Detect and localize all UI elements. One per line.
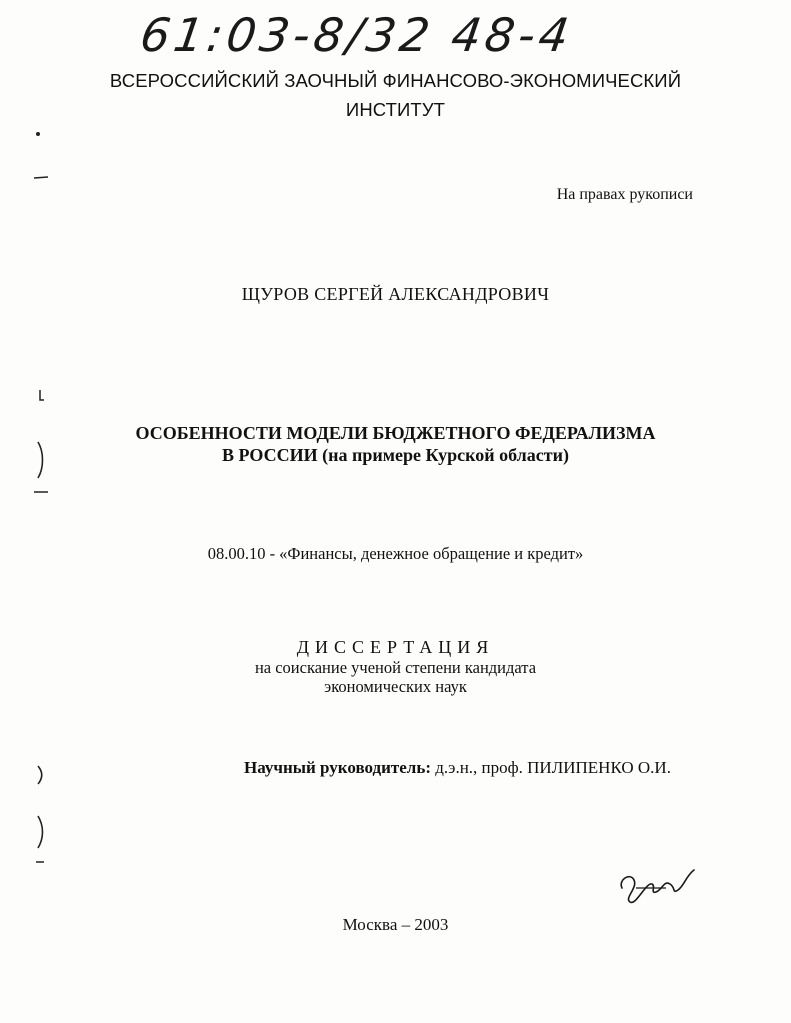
specialty-code: 08.00.10 - «Финансы, денежное обращение и кредит»: [207, 544, 584, 563]
author-name: ЩУРОВ СЕРГЕЙ АЛЕКСАНДРОВИЧ: [241, 284, 550, 304]
scan-mark-dash-2: [30, 486, 54, 498]
city-year: Москва – 2003: [342, 915, 449, 934]
scan-mark-bracket-3: [30, 814, 54, 850]
degree-block: [0, 636, 791, 696]
supervisor-label: Научный руководитель:: [244, 758, 431, 777]
scan-mark-dash: [30, 172, 54, 184]
dissertation-title: [0, 422, 791, 466]
title-line-1: ОСОБЕННОСТИ МОДЕЛИ БЮДЖЕТНОГО ФЕДЕРАЛИЗМА: [135, 423, 656, 443]
degree-line-1: на соискание ученой степени кандидата: [254, 658, 537, 677]
institute-line-2: ИНСТИТУТ: [345, 99, 446, 120]
scan-mark-bracket: [30, 440, 54, 480]
supervisor-value: д.э.н., проф. ПИЛИПЕНКО О.И.: [435, 758, 671, 777]
title-line-2-sub: (на примере Курской области): [322, 445, 569, 465]
title-line-2-main: В РОССИИ: [222, 445, 318, 465]
rights-note: На правах рукописи: [556, 186, 693, 203]
degree-line-2: экономических наук: [324, 677, 467, 696]
scan-mark-dot-2: [30, 856, 54, 868]
degree-type: ДИССЕРТАЦИЯ: [296, 637, 495, 657]
title-line-2: [0, 444, 791, 466]
scan-mark-bracket-2: [30, 764, 54, 786]
archive-code-handwritten: 61:03-8/32 48-4: [137, 8, 577, 62]
institute-line-1: ВСЕРОССИЙСКИЙ ЗАОЧНЫЙ ФИНАНСОВО-ЭКОНОМИЧЕСКИЙ: [109, 70, 682, 91]
signature: [616, 858, 700, 910]
scan-mark-dot: [30, 128, 54, 140]
supervisor: [244, 758, 671, 778]
institute-name: [0, 66, 791, 124]
scan-mark-tick: [30, 388, 54, 402]
